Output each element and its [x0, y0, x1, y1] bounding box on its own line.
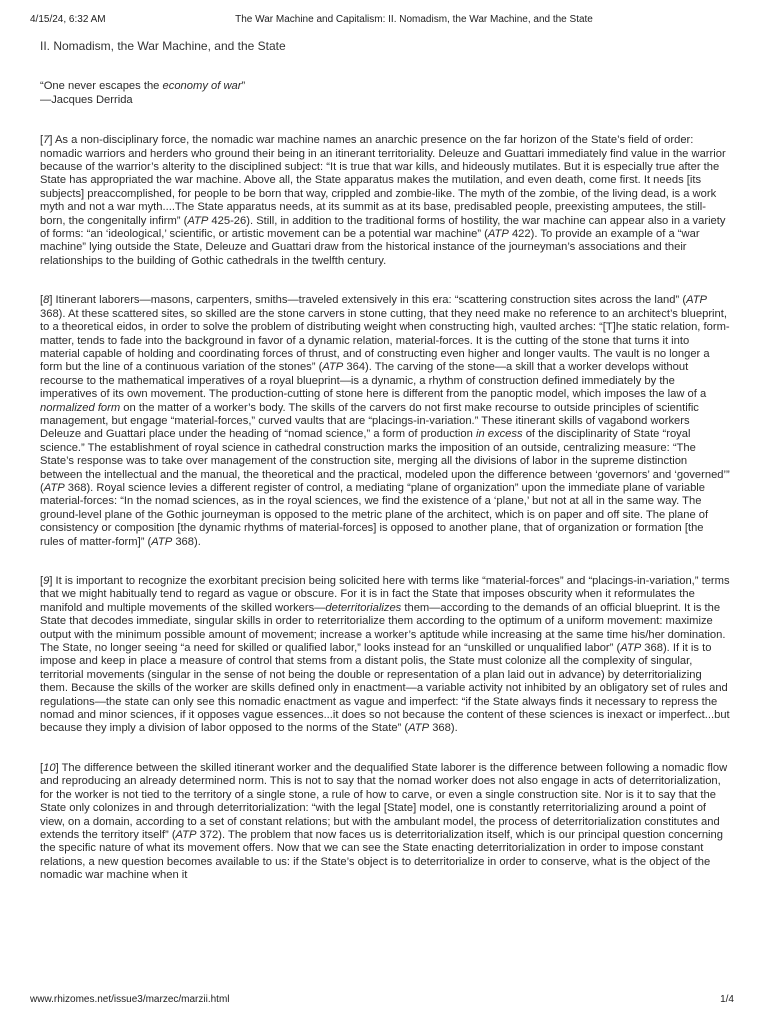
page-number: 1/4 — [720, 994, 734, 1005]
page-url: www.rhizomes.net/issue3/marzec/marzii.html — [30, 994, 230, 1005]
paragraph-10: [10] The difference between the skilled itinerant worker and the dequalified State laborer is the difference between following a nomadic flow and reproducing an already determined norm. This is not to say that the nomad worker does not also engage in acts of deterritorialization, for the worker is not tied to the territory of a single stone, a rule of how to carve, or even a single construction site. Nor is it to say that the State only colonizes in and through deterritorialization: “with the legal [State] model, one is constantly reterritorializing around a point of view, on a domain, according to a set of constant relations; but with the ambulant model, the process of deterritorialization constitutes and extends the territory itself” (ATP 372). The problem that now faces us is deterritorialization itself, which is our principal question concerning the specific nature of what its movement offers. Now that we can see the State enacting deterritorialization in order to impose constant relations, a new question becomes available to us: if the State’s object is to deterritorialize in order to conserve, what is the object of the nomadic war machine when it — [40, 761, 728, 882]
print-footer — [0, 994, 768, 1010]
section-heading: II. Nomadism, the War Machine, and the State — [40, 39, 286, 53]
paragraph-8: [8] Itinerant laborers—masons, carpenters, smiths—traveled extensively in this era: “scattering construction sites across the land” (ATP 368). At these scattered sites, so skilled are the stone carvers in stone cutting, that they need make no reference to an architect’s blueprint, to a theoretical eidos, in order to solve the problem of distributing weight when constructing high, vaulted arches: “[T]he static relation, form-matter, tends to fade into the background in favor of a dynamic relation, material-forces. It is the cutting of the stone that turns it into material capable of holding and coordinating forces of thrust, and of constructing even higher and longer vaults. The vault is no longer a form but the line of a continuous variation of the stones” (ATP 364). The carving of the stone—a skill that a worker develops without recourse to the mathematical imperatives of a royal blueprint—is a dynamic, a rhythm of construction defined immediately by the imperatives of its own movement. The production-cutting of stone here is different from the panoptic model, which imposes the law of a normalized form on the matter of a worker’s body. The skills of the carvers do not first make recourse to outside principles of scientific management, but engage “material-forces,” curved vaults that are “placings-in-variation.” These itinerant skills of vagabond workers Deleuze and Guattari place under the heading of “nomad science,” a form of production in excess of the disciplinarity of State “royal science.” The establishment of royal science in cathedral construction marks the imposition of an outside, centralizing measure: “The State’s response was to take over management of the construction site, merging all the divisions of labor in the supreme distinction between the intellectual and the manual, the theoretical and the practical, modeled upon the difference between ‘governors’ and ‘governed’” (ATP 368). Royal science levies a different register of control, a mediating “plane of organization” upon the immediate plane of variable material-forces: “In the nomad sciences, as in the royal sciences, we find the existence of a ‘plane,’ but not at all in the same way. The ground-level plane of the Gothic journeyman is opposed to the metric plane of the architect, which is on paper and off site. The plane of consistency or composition [the dynamic rhythms of material-forces] is opposed to another plane, that of organization or formation [the rules of matter-form]” (ATP 368). — [40, 294, 730, 548]
paragraph-7: [7] As a non-disciplinary force, the nomadic war machine names an anarchic presence on the far horizon of the State’s field of order: nomadic warriors and herders who ground their being in an itinerant territoriality. Deleuze and Guattari immediately find value in the warrior because of the warrior’s alterity to the disciplined subject: “It is true that war kills, and hideously mutilates. But it is especially true after the State has appropriated the war machine. Above all, the State apparatus makes the mutilation, and even death, come first. It needs [its subjects] preaccomplished, for people to be born that way, crippled and zombie-like. The myth of the zombie, of the living dead, is a work myth and not a war myth....The State apparatus needs, at its summit as at its base, predisabled people, preexisting amputees, the still-born, the congenitally infirm” (ATP 425-26). Still, in addition to the traditional forms of hostility, the war machine can appear also in a variety of forms: “an ‘ideological,’ scientific, or artistic movement can be a potential war machine” (ATP 422). To provide an example of a “war machine” lying outside the State, Deleuze and Guattari draw from the historical instance of the journeyman’s associations and their relationships to the building of Gothic cathedrals in the twelfth century. — [40, 134, 726, 267]
print-date: 4/15/24, 6:32 AM — [30, 14, 106, 25]
epigraph-attribution: —Jacques Derrida — [40, 93, 133, 106]
epigraph-quote: “One never escapes the economy of war” — [40, 80, 246, 93]
print-title: The War Machine and Capitalism: II. Nomadism, the War Machine, and the State — [235, 14, 593, 25]
epigraph — [40, 80, 730, 107]
paragraph-number: 10 — [43, 761, 56, 774]
paragraph-number: 9 — [43, 575, 50, 587]
print-header — [0, 14, 768, 30]
paragraph-number: 8 — [43, 294, 50, 307]
paragraph-9: [9] It is important to recognize the exorbitant precision being solicited here with terms like “material-forces” and “placings-in-variation,” terms that we might habitually tend to regard as vague or obscure. For it is in fact the State that imposes obscurity when it reformulates the manifold and multiple movements of the skilled workers—deterritorializes them—according to the demands of an official blueprint. It is the State that decodes immediate, singular skills in order to reterritorialize them according to the optimum of a uniform movement: maximize output with the minimum possible amount of movement; increase a worker’s aptitude while increasing at the same time his/her domination. The State, no longer seeing “a need for skilled or qualified labor,” looks instead for an “unskilled or unqualified labor” (ATP 368). If it is to impose and keep in place a measure of control that stems from a distant polis, the State must colonize all the complexity of singular, territorial movements (singular in the sense of not being the double or representation of a plan laid out in advance) by deterritorializing them. Because the skills of the worker are skills defined only in enactment—a variable activity not inhibited by an obligatory set of rules and regulations—the state can only see this nomadic enactment as vague and imperfect: “if the State always finds it necessary to repress the nomad and minor sciences, if it opposes vague essences...it does so not because the content of these sciences is inexact or imperfect...but because they imply a division of labor opposed to the norms of the State” (ATP 368). — [40, 575, 730, 735]
paragraph-number: 7 — [43, 134, 50, 147]
article-body — [40, 40, 730, 909]
